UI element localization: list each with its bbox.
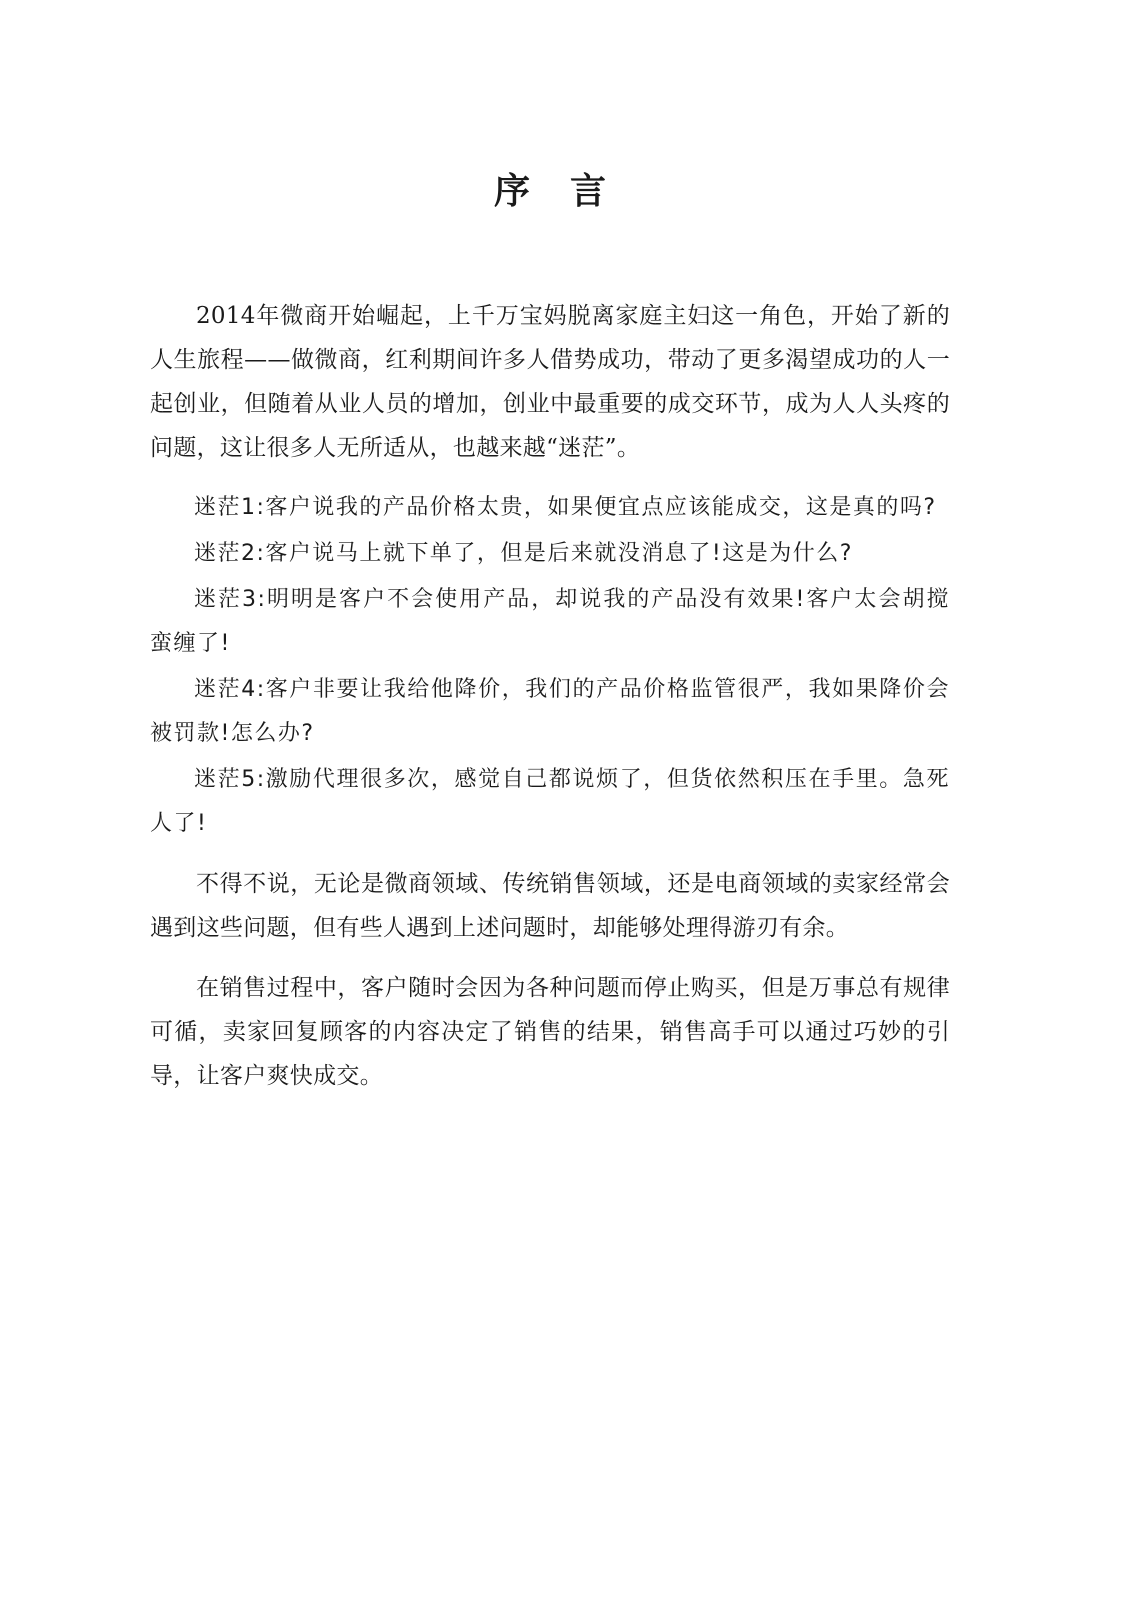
closing-paragraph: 在销售过程中，客户随时会因为各种问题而停止购买，但是万事总有规律可循，卖家回复顾客的内容决定了销售的结果，销售高手可以通过巧妙的引导，让客户爽快成交。: [150, 975, 950, 1089]
confusion-item-3: 迷茫3:明明是客户不会使用产品，却说我的产品没有效果!客户太会胡搅蛮缠了!: [150, 587, 950, 656]
document-body: [150, 294, 950, 1098]
document-page: [150, 0, 950, 1599]
summary-paragraph: 不得不说，无论是微商领域、传统销售领域，还是电商领域的卖家经常会遇到这些问题，但有些人遇到上述问题时，却能够处理得游刃有余。: [150, 871, 950, 941]
confusion-item-1: 迷茫1:客户说我的产品价格太贵，如果便宜点应该能成交，这是真的吗?: [194, 495, 937, 520]
intro-paragraph: 2014年微商开始崛起，上千万宝妈脱离家庭主妇这一角色，开始了新的人生旅程——做微商，红利期间许多人借势成功，带动了更多渴望成功的人一起创业，但随着从业人员的增加，创业中最重要的成交环节，成为人人头疼的问题，这让很多人无所适从，也越来越“迷茫”。: [150, 303, 950, 461]
confusion-item-2: 迷茫2:客户说马上就下单了，但是后来就没消息了!这是为什么?: [194, 541, 853, 566]
page-title: 序言: [493, 171, 646, 212]
confusion-item-4: 迷茫4:客户非要让我给他降价，我们的产品价格监管很严，我如果降价会被罚款!怎么办?: [150, 677, 950, 746]
confusion-item-5: 迷茫5:激励代理很多次，感觉自己都说烦了，但货依然积压在手里。急死人了!: [150, 767, 950, 836]
